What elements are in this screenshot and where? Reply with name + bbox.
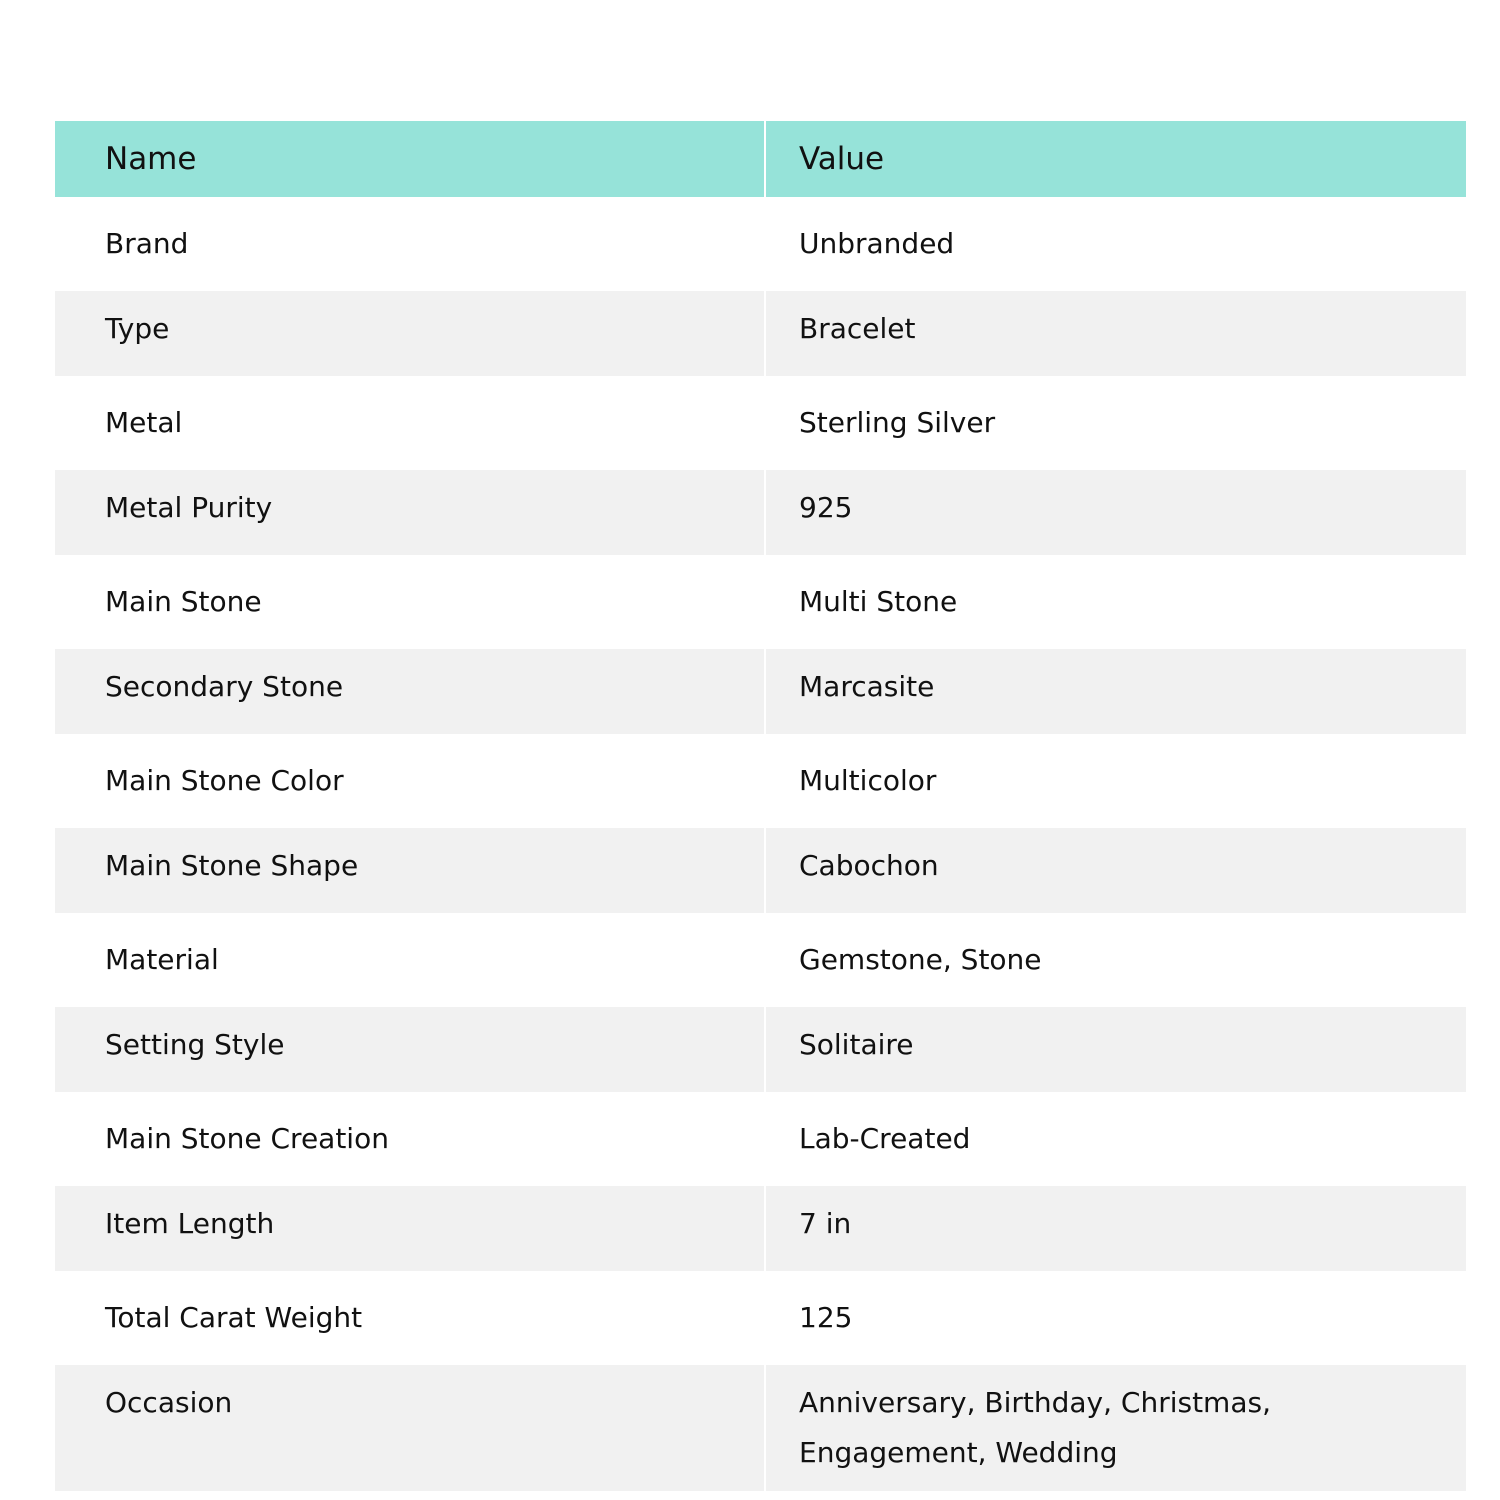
- row-value-cell: 7 in: [766, 1186, 1466, 1271]
- row-name-cell: Metal: [55, 376, 766, 470]
- row-name-cell: Brand: [55, 197, 766, 291]
- row-value-cell: 125: [766, 1271, 1466, 1365]
- column-header-name: Name: [55, 121, 766, 197]
- row-value-cell: Cabochon: [766, 828, 1466, 913]
- row-value-cell: Bracelet: [766, 291, 1466, 376]
- table-row: [55, 734, 1466, 828]
- table-row: [55, 376, 1466, 470]
- table-row: [55, 291, 1466, 376]
- table-row: [55, 470, 1466, 555]
- row-value-cell: Sterling Silver: [766, 376, 1466, 470]
- header-row: [55, 121, 1466, 197]
- row-value-cell: Multi Stone: [766, 555, 1466, 649]
- row-name-cell: Type: [55, 291, 766, 376]
- table-row: [55, 1271, 1466, 1365]
- row-name-cell: Main Stone Shape: [55, 828, 766, 913]
- column-header-value: Value: [766, 121, 1466, 197]
- table-row: [55, 197, 1466, 291]
- table-row: [55, 649, 1466, 734]
- row-name-cell: Total Carat Weight: [55, 1271, 766, 1365]
- row-name-cell: Setting Style: [55, 1007, 766, 1092]
- row-value-cell: Gemstone, Stone: [766, 913, 1466, 1007]
- row-name-cell: Secondary Stone: [55, 649, 766, 734]
- row-name-cell: Material: [55, 913, 766, 1007]
- table-row: [55, 555, 1466, 649]
- row-name-cell: Metal Purity: [55, 470, 766, 555]
- table-row: [55, 1365, 1466, 1491]
- row-value-cell: Anniversary, Birthday, Christmas, Engagement, Wedding: [766, 1365, 1466, 1491]
- table-row: [55, 1092, 1466, 1186]
- row-value-cell: Solitaire: [766, 1007, 1466, 1092]
- table-row: [55, 828, 1466, 913]
- row-name-cell: Item Length: [55, 1186, 766, 1271]
- table-row: [55, 1186, 1466, 1271]
- table-row: [55, 913, 1466, 1007]
- row-value-cell: Multicolor: [766, 734, 1466, 828]
- table-body: [55, 197, 1466, 1491]
- row-value-cell: Unbranded: [766, 197, 1466, 291]
- table-header: [55, 121, 1466, 197]
- row-name-cell: Main Stone Color: [55, 734, 766, 828]
- item-specifics-table: [55, 121, 1466, 1491]
- row-name-cell: Main Stone: [55, 555, 766, 649]
- row-name-cell: Occasion: [55, 1365, 766, 1491]
- row-value-cell: Lab-Created: [766, 1092, 1466, 1186]
- row-value-cell: Marcasite: [766, 649, 1466, 734]
- row-value-cell: 925: [766, 470, 1466, 555]
- table-row: [55, 1007, 1466, 1092]
- row-name-cell: Main Stone Creation: [55, 1092, 766, 1186]
